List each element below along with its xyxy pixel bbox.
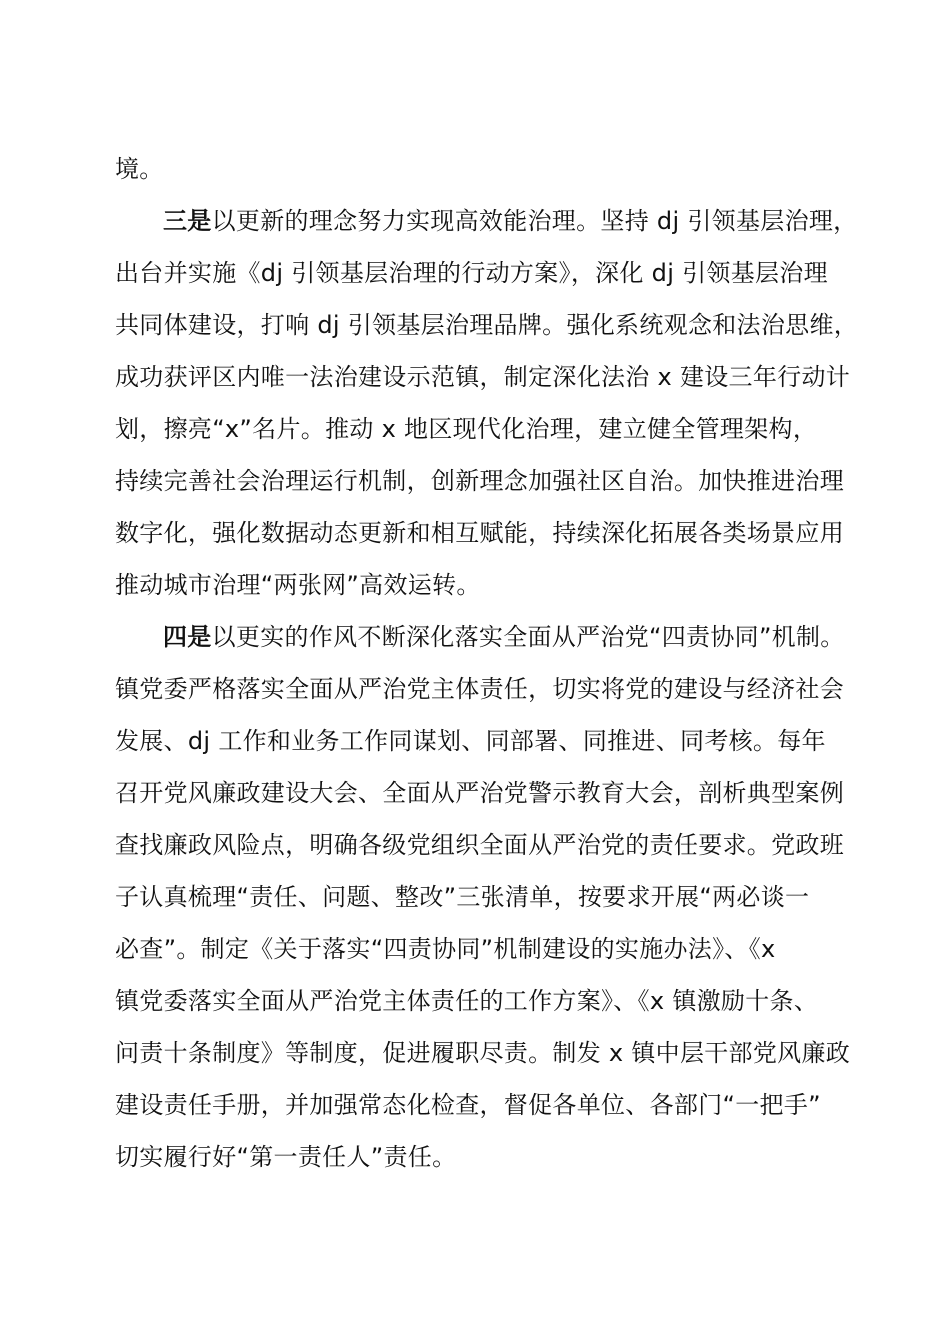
paragraph-line: 持续完善社会治理运行机制，创新理念加强社区自治。加快推进治理 (115, 467, 844, 495)
paragraph-line: 数字化，强化数据动态更新和相互赋能，持续深化拓展各类场景应用 (115, 519, 844, 547)
paragraph-line (115, 611, 845, 663)
paragraph-line: 成功获评区内唯一法治建设示范镇，制定深化法治 x 建设三年行动计 (115, 363, 851, 391)
paragraph-line: 境。 (115, 155, 164, 183)
paragraph-line: 召开党风廉政建设大会、全面从严治党警示教育大会，剖析典型案例 (115, 779, 844, 807)
paragraph-text: 以更实的作风不断深化落实全面从严治党“四责协同”机制。 (211, 623, 845, 651)
paragraph-three (115, 195, 859, 611)
paragraph-line: 必查”。制定《关于落实“四责协同”机制建设的实施办法》、《x (115, 935, 776, 963)
paragraph-lead: 三是 (163, 207, 212, 235)
paragraph-line: 镇党委严格落实全面从严治党主体责任，切实将党的建设与经济社会 (115, 675, 844, 703)
paragraph-line: 建设责任手册，并加强常态化检查，督促各单位、各部门“一把手” (115, 1091, 821, 1119)
paragraph-line: 划，擦亮“x”名片。推动 x 地区现代化治理，建立健全管理架构， (115, 415, 818, 443)
paragraph-line: 子认真梳理“责任、问题、整改”三张清单，按要求开展“两必谈一 (115, 883, 810, 911)
paragraph-four (115, 611, 851, 1183)
paragraph-lead: 四是 (163, 623, 212, 651)
paragraph-line (115, 195, 858, 247)
paragraph-line: 查找廉政风险点，明确各级党组织全面从严治党的责任要求。党政班 (115, 831, 844, 859)
paragraph-line: 问责十条制度》等制度，促进履职尽责。制发 x 镇中层干部党风廉政 (115, 1039, 851, 1067)
paragraph-text: 以更新的理念努力实现高效能治理。坚持 dj 引领基层治理， (211, 207, 858, 235)
paragraph-line: 共同体建设，打响 dj 引领基层治理品牌。强化系统观念和法治思维， (115, 311, 859, 339)
paragraph-line: 发展、dj 工作和业务工作同谋划、同部署、同推进、同考核。每年 (115, 727, 826, 755)
paragraph-line: 推动城市治理“两张网”高效运转。 (115, 571, 481, 599)
fragment-paragraph (115, 143, 840, 195)
paragraph-line: 切实履行好“第一责任人”责任。 (115, 1143, 457, 1171)
paragraph-line: 出台并实施《dj 引领基层治理的行动方案》，深化 dj 引领基层治理 (115, 259, 828, 287)
paragraph-line: 镇党委落实全面从严治党主体责任的工作方案》、《x 镇激励十条、 (115, 987, 819, 1015)
